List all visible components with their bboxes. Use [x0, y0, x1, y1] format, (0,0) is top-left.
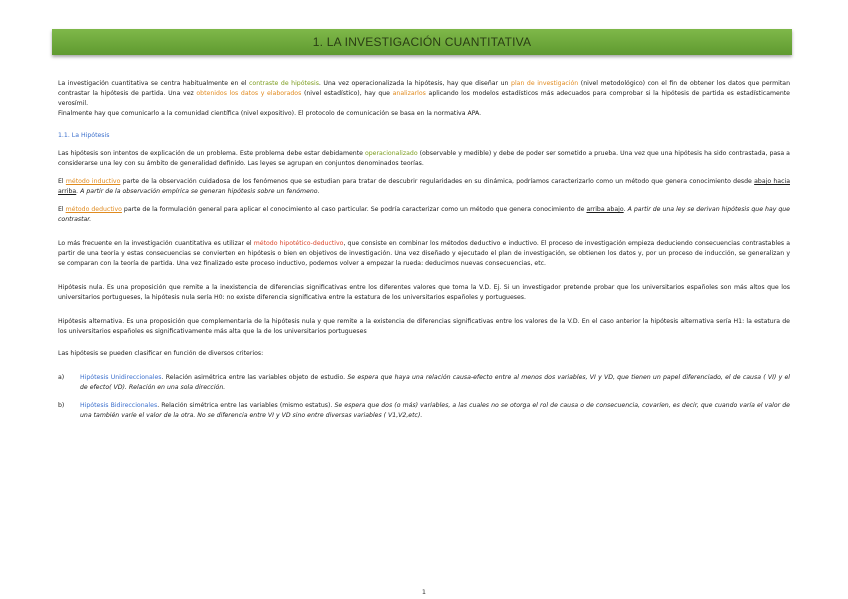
highlight-contraste: contraste de hipótesis	[249, 80, 319, 87]
text-span: . Una vez operacionalizada la hipótesis, hay que diseñar un	[318, 80, 512, 87]
highlight-metodo-deductivo: método deductivo	[65, 206, 122, 213]
text-span: Lo más frecuente en la investigación cuantitativa es utilizar el	[58, 240, 254, 247]
highlight-obtenidos: obtenidos los datos y elaborados	[196, 90, 302, 97]
section-heading: 1.1. La Hipótesis	[58, 132, 110, 139]
list-marker: a)	[58, 374, 65, 381]
list-item	[58, 401, 790, 421]
highlight-metodo-inductivo: método inductivo	[65, 178, 121, 185]
list-item	[58, 373, 790, 393]
text-span: Se espera que dos (o más) variables, a las cuales no se otorga el rol de causa o de consecuencia, covaríen, es decir, que cuando varía el valor de una también varíe el valor de la otra. No se diferencia entre VI y VD sino entre diversas variables ( V1,V2,etc).	[80, 402, 790, 419]
highlight-unidireccionales: Hipótesis Unidireccionales	[80, 374, 162, 381]
clasificacion-intro: Las hipótesis se pueden clasificar en función de diversos criterios:	[58, 350, 264, 357]
list-item-text	[80, 401, 790, 421]
hipotesis-alternativa-paragraph: Hipótesis alternativa. Es una proposición que complementaria de la hipótesis nula y que remite a la existencia de diferencias significativas entre los valores de la V.D. En el caso anterior la hipótesis alternativa sería H1: la estatura de los universitarios españoles es significativamente más alta que la de los universitarios portugueses	[58, 318, 790, 335]
text-span: (nivel metodológico) con el fin de obtener los datos que permitan contrastar la hipótesis de partida. Una vez	[58, 80, 790, 97]
page-number: 1	[421, 588, 427, 596]
hipotetico-deductivo-paragraph	[58, 239, 790, 269]
intro-paragraph	[58, 79, 790, 109]
highlight-bidireccionales: Hipótesis Bidireccionales	[80, 402, 158, 409]
highlight-plan: plan de investigación	[511, 80, 579, 87]
list-marker: b)	[58, 402, 65, 409]
metodo-deductivo-paragraph	[58, 205, 790, 225]
page-title: 1. LA INVESTIGACIÓN CUANTITATIVA	[312, 35, 532, 49]
document-body	[58, 79, 790, 421]
text-span: . A partir de la observación empírica se generan hipótesis sobre un fenómeno.	[76, 188, 320, 195]
text-span: (observable y medible) y debe de poder ser sometido a prueba. Una vez que una hipótesis ha sido contrastada, pasa a considerarse una ley con su ámbito de generalidad definido. Las leyes se agrupan en conjuntos denominados teorías.	[58, 150, 790, 167]
title-banner	[52, 29, 792, 55]
hipotesis-definition	[58, 149, 790, 169]
text-span: . Relación asimétrica entre las variables objeto de estudio.	[161, 374, 348, 381]
underline-abajo-arriba: abajo hacia arriba	[58, 178, 790, 195]
list-item-text	[80, 373, 790, 393]
text-span: parte de la observación cuidadosa de los fenómenos que se estudian para tratar de descubrir regularidades en su dinámica, podríamos caracterizarlo como un método que genera conocimiento desde	[120, 178, 755, 185]
text-span: La investigación cuantitativa se centra habitualmente en el	[58, 80, 250, 87]
highlight-hipotetico-deductivo: método hipotético-deductivo	[253, 240, 344, 247]
text-span: El	[58, 178, 66, 185]
underline-arriba-abajo: arriba abajo	[586, 206, 624, 213]
intro-closing: Finalmente hay que comunicarlo a la comunidad científica (nivel expositivo). El protocolo de comunicación se basa en la normativa APA.	[58, 110, 482, 117]
text-span: . Relación simétrica entre las variables (mismo estatus).	[157, 402, 335, 409]
text-span: Se espera que haya una relación causa-efecto entre al menos dos variables, VI y VD, que tienen un papel diferenciado, el de causa ( VI) y el de efecto( VD). Relación en una sola dirección.	[80, 374, 790, 391]
text-span: aplicando los modelos estadísticos más adecuados para comprobar si la hipótesis de partida es estadísticamente verosímil.	[58, 90, 790, 107]
text-span: . A partir de una ley se derivan hipótesis que hay que contrastar.	[58, 206, 790, 223]
highlight-analizarlos: analizarlos	[392, 90, 426, 97]
text-span: El	[58, 206, 66, 213]
text-span: , que consiste en combinar los métodos deductivo e inductivo. El proceso de investigación empieza deduciendo consecuencias contrastables a partir de una teoría y estas consecuencias se convierten en hipótesis o bien en objetivos de investigación. Una vez diseñado y ejecutado el plan de investigación, se obtienen los datos y, por un proceso de inducción, se generalizan y se comparan con la teoría de partida. Una vez finalizado este proceso inductivo, podemos volver a empezar la rueda: deducimos nuevas consecuencias, etc.	[58, 240, 791, 267]
highlight-operacionalizado: operacionalizado	[364, 150, 418, 157]
metodo-inductivo-paragraph	[58, 177, 790, 197]
hipotesis-nula-paragraph: Hipótesis nula. Es una proposición que remite a la inexistencia de diferencias significativas entre los diferentes valores que toma la V.D. Ej. Si un investigador pretende probar que los universitarios españoles son más altos que los universitarios portugueses, la hipótesis nula sería H0: no existe diferencia significativa entre la estatura de los universitarios españoles y portugueses.	[58, 284, 790, 301]
text-span: (nivel estadístico), hay que	[301, 90, 393, 97]
text-span: Las hipótesis son intentos de explicación de un problema. Este problema debe estar debidamente	[58, 150, 365, 157]
text-span: parte de la formulación general para aplicar el conocimiento al caso particular. Se podría caracterizar como un método que genera conocimiento de	[121, 206, 587, 213]
